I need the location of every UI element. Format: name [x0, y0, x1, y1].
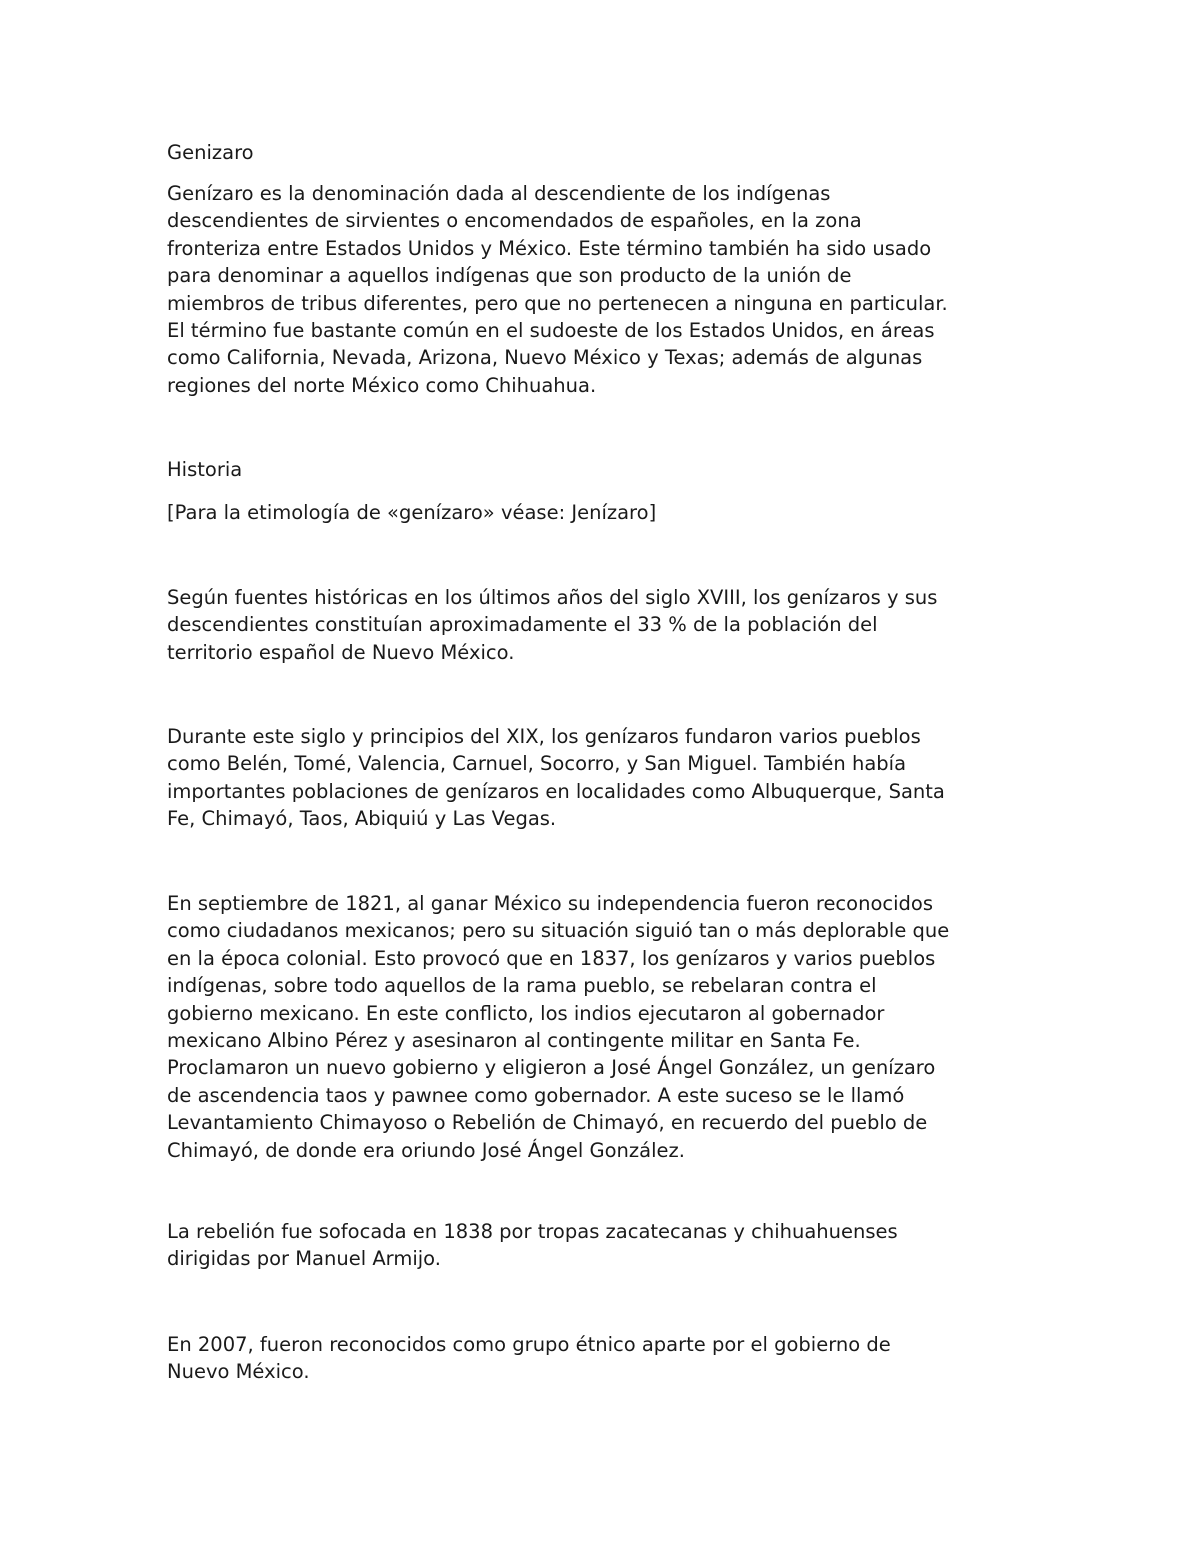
paragraph-towns: Durante este siglo y principios del XIX, los genízaros fundaron varios pueblos como Belén, Tomé, Valencia, Carnuel, Socorro, y San Miguel. También había importantes poblaciones de genízaros en localidades como Albuquerque, Santa Fe, Chimayó, Taos, Abiquiú y Las Vegas.	[167, 725, 945, 831]
intro-paragraph: Genízaro es la denominación dada al descendiente de los indígenas descendientes de sirvientes o encomendados de españoles, en la zona fronteriza entre Estados Unidos y México. Este término también ha sido usado para denominar a aquellos indígenas que son producto de la unión de miembros de tribus diferentes, pero que no pertenecen a ninguna en particular. El término fue bastante común en el sudoeste de los Estados Unidos, en áreas como California, Nevada, Arizona, Nuevo México y Texas; además de algunas regiones del norte México como Chihuahua.	[167, 182, 948, 397]
etymology-note: [Para la etimología de «genízaro» véase: Jenízaro]	[167, 501, 657, 524]
document-title: Genizaro	[167, 141, 254, 164]
section-heading-historia: Historia	[167, 458, 243, 481]
paragraph-population: Según fuentes históricas en los últimos años del siglo XVIII, los genízaros y sus descendientes constituían aproximadamente el 33 % de la población del territorio español de Nuevo México.	[167, 586, 938, 664]
paragraph-independence: En septiembre de 1821, al ganar México su independencia fueron reconocidos como ciudadanos mexicanos; pero su situación siguió tan o más deplorable que en la época colonial. Esto provocó que en 1837, los genízaros y varios pueblos indígenas, sobre todo aquellos de la rama pueblo, se rebelaran contra el gobierno mexicano. En este conflicto, los indios ejecutaron al gobernador mexicano Albino Pérez y asesinaron al contingente militar en Santa Fe. Proclamaron un nuevo gobierno y eligieron a José Ángel González, un genízaro de ascendencia taos y pawnee como gobernador. A este suceso se le llamó Levantamiento Chimayoso o Rebelión de Chimayó, en recuerdo del pueblo de Chimayó, de donde era oriundo José Ángel González.	[167, 892, 950, 1162]
paragraph-recognition: En 2007, fueron reconocidos como grupo étnico aparte por el gobierno de Nuevo México.	[167, 1333, 891, 1384]
paragraph-rebellion: La rebelión fue sofocada en 1838 por tropas zacatecanas y chihuahuenses dirigidas por Manuel Armijo.	[167, 1220, 898, 1271]
